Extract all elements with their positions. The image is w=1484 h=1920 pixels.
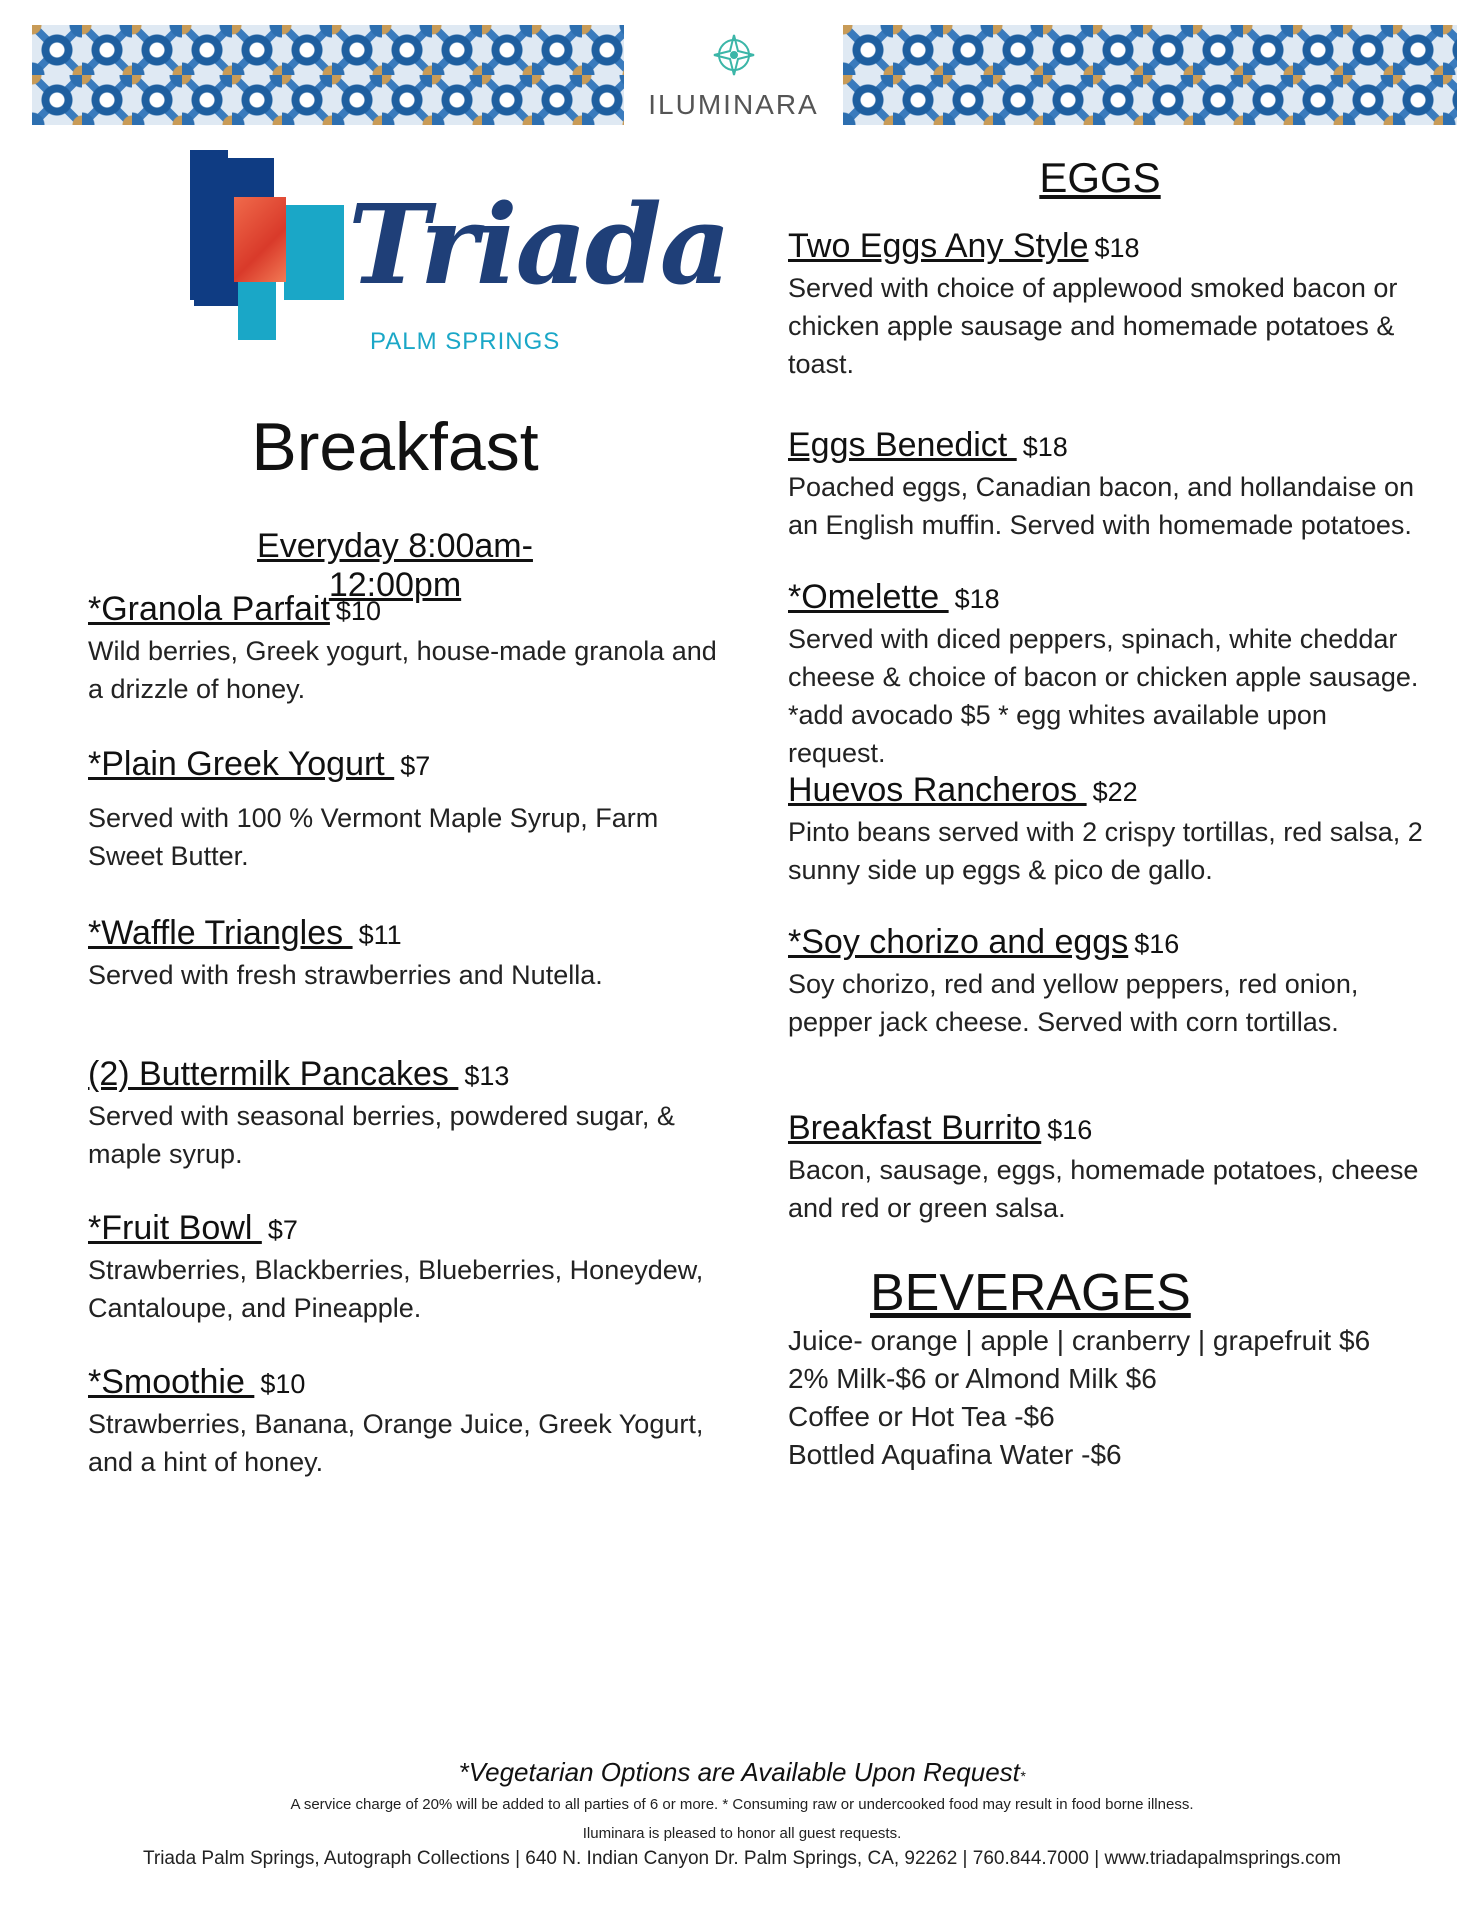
item-name: *Omelette [788, 578, 949, 616]
item-price: $7 [400, 751, 431, 781]
item-price: $18 [1094, 233, 1140, 263]
item-name: Two Eggs Any Style [788, 227, 1089, 265]
menu-item [788, 921, 1428, 1041]
iluminara-brand [624, 25, 843, 125]
logo-subtitle: PALM SPRINGS [370, 328, 561, 355]
tile-pattern-right [843, 25, 1457, 125]
menu-item [788, 424, 1428, 544]
menu-item [788, 1107, 1428, 1227]
item-description: Soy chorizo, red and yellow peppers, red onion, pepper jack cheese. Served with corn tortillas. [788, 969, 1359, 1037]
beverages-list [788, 1322, 1428, 1474]
menu-item [88, 743, 728, 875]
brand-name: ILUMINARA [648, 89, 819, 120]
item-description: Strawberries, Blackberries, Blueberries, Honeydew, Cantaloupe, and Pineapple. [88, 1255, 704, 1323]
item-description: Poached eggs, Canadian bacon, and hollandaise on an English muffin. Served with homemade potatoes. [788, 472, 1414, 540]
logo-wordmark: Triada [348, 180, 730, 309]
service-charge-note: A service charge of 20% will be added to all parties of 6 or more. * Consuming raw or undercooked food may result in food borne illness. [290, 1796, 1194, 1813]
menu-item [788, 225, 1428, 383]
logo-red-block [234, 197, 286, 282]
item-description: Pinto beans served with 2 crispy tortillas, red salsa, 2 sunny side up eggs & pico de gallo. [788, 817, 1423, 885]
breakfast-title: Breakfast [251, 409, 539, 485]
tile-pattern-left [32, 25, 624, 125]
footer-address: Triada Palm Springs, Autograph Collections | 640 N. Indian Canyon Dr. Palm Springs, CA, 92262 | 760.844.7000 | www.triadapalmsprings.com [142, 1848, 1341, 1869]
item-description: Served with fresh strawberries and Nutella. [88, 960, 603, 990]
item-name: *Waffle Triangles [88, 914, 353, 952]
vegetarian-star: * [1019, 1768, 1026, 1784]
compass-star-icon [712, 33, 756, 77]
item-name: *Granola Parfait [88, 590, 330, 628]
vegetarian-note [0, 1757, 1484, 1788]
item-description: Served with 100 % Vermont Maple Syrup, Farm Sweet Butter. [88, 803, 659, 871]
item-description: Served with diced peppers, spinach, white cheddar cheese & choice of bacon or chicken apple sausage. *add avocado $5 * egg whites available upon request. [788, 624, 1419, 768]
logo-teal-block [284, 205, 344, 300]
item-name: *Fruit Bowl [88, 1209, 262, 1247]
item-name: Breakfast Burrito [788, 1109, 1042, 1147]
beverage-line: Bottled Aquafina Water -$6 [788, 1439, 1122, 1470]
breakfast-hours: Everyday 8:00am-12:00pm [257, 527, 533, 604]
item-price: $16 [1047, 1115, 1093, 1145]
beverage-line: 2% Milk-$6 or Almond Milk $6 [788, 1363, 1157, 1394]
menu-item [788, 769, 1428, 889]
item-price: $16 [1134, 929, 1180, 959]
item-price: $22 [1092, 777, 1138, 807]
item-price: $18 [1022, 432, 1068, 462]
item-price: $11 [358, 920, 402, 950]
item-description: Served with choice of applewood smoked bacon or chicken apple sausage and homemade potatoes & toast. [788, 273, 1398, 379]
item-price: $13 [464, 1061, 510, 1091]
menu-item [88, 1361, 728, 1481]
item-name: *Soy chorizo and eggs [788, 923, 1129, 961]
honor-note: Iluminara is pleased to honor all guest requests. [582, 1825, 902, 1842]
beverage-line: Juice- orange | apple | cranberry | grapefruit $6 [788, 1325, 1371, 1356]
item-price: $7 [267, 1215, 298, 1245]
menu-item [88, 912, 728, 994]
beverages-section-title: BEVERAGES [870, 1264, 1191, 1322]
item-name: Eggs Benedict [788, 426, 1017, 464]
item-name: *Smoothie [88, 1363, 255, 1401]
beverage-line: Coffee or Hot Tea -$6 [788, 1401, 1055, 1432]
item-name: (2) Buttermilk Pancakes [88, 1055, 459, 1093]
eggs-section-title: EGGS [1039, 154, 1161, 201]
vegetarian-text: *Vegetarian Options are Available Upon Request [458, 1757, 1020, 1787]
menu-item [88, 1207, 728, 1327]
triada-logo [190, 150, 730, 365]
menu-item [88, 588, 728, 708]
menu-item [88, 1053, 728, 1173]
menu-item [788, 576, 1428, 772]
item-price: $18 [954, 584, 1000, 614]
item-price: $10 [335, 596, 381, 626]
logo-teal-drip [238, 280, 276, 340]
item-name: *Plain Greek Yogurt [88, 745, 395, 783]
item-description: Served with seasonal berries, powdered sugar, & maple syrup. [88, 1101, 675, 1169]
item-description: Wild berries, Greek yogurt, house-made granola and a drizzle of honey. [88, 636, 717, 704]
item-description: Bacon, sausage, eggs, homemade potatoes, cheese and red or green salsa. [788, 1155, 1419, 1223]
item-description: Strawberries, Banana, Orange Juice, Greek Yogurt, and a hint of honey. [88, 1409, 704, 1477]
item-price: $10 [260, 1369, 306, 1399]
item-name: Huevos Rancheros [788, 771, 1087, 809]
header-banner [32, 25, 1457, 125]
